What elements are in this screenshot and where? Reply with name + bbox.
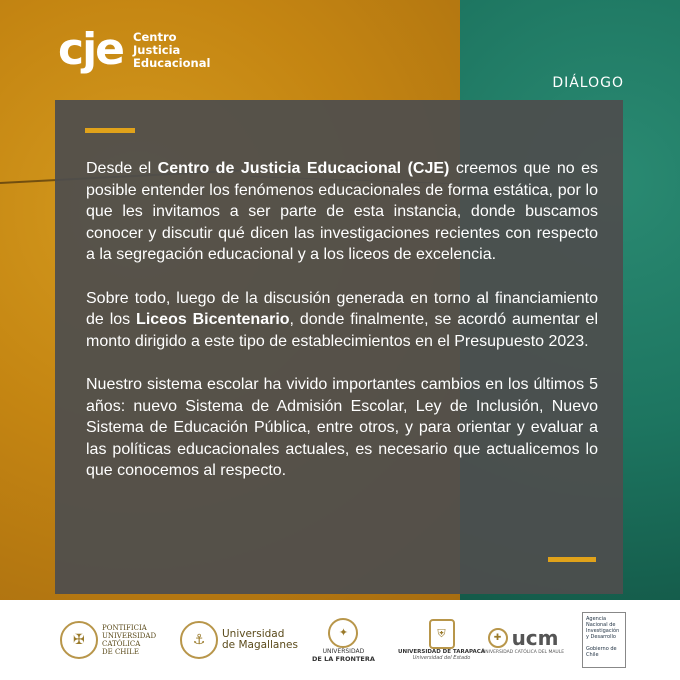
anid-line: Nacional de <box>586 622 616 628</box>
anid-line: Investigación <box>586 628 620 634</box>
uta-shield-icon: ⛨ <box>429 619 455 649</box>
logo-name-line: Centro <box>133 29 177 44</box>
puc-seal-icon: ✠ <box>60 621 98 659</box>
logo-name <box>133 31 210 70</box>
umag-line: Universidad <box>222 628 285 640</box>
accent-bar-bottom <box>548 557 596 562</box>
umag-logo <box>180 610 298 670</box>
puc-line: DE CHILE <box>102 648 139 656</box>
ufro-line: UNIVERSIDAD <box>322 647 365 655</box>
logo-name-line: Justicia <box>133 42 181 57</box>
section-tag: DIÁLOGO <box>552 75 624 91</box>
paragraph-3: Nuestro sistema escolar ha vivido importantes cambios en los últimos 5 años: nuevo Sistema de Admisión Escolar, Ley de Inclusión, Nuevo Sistema de Educación Pública, entre otros, y para orientar y evaluar a las políticas educacionales actuales, es necesario que actualicemos lo que conocemos al respecto. <box>86 376 598 479</box>
p2-highlight: Liceos Bicentenario <box>136 311 290 328</box>
umag-name <box>222 629 298 651</box>
text-panel <box>55 100 623 594</box>
anid-line: Gobierno de Chile <box>586 646 617 658</box>
ufro-logo <box>312 610 375 670</box>
ucm-mark <box>488 626 559 650</box>
puc-line: CATÓLICA <box>102 640 141 648</box>
uta-line: UNIVERSIDAD DE TARAPACÁ <box>398 649 486 655</box>
umag-seal-icon: ⚓ <box>180 621 218 659</box>
p2-rest: , donde finalmente, se acordó aumentar el monto dirigido a este tipo de establecimientos en el Presupuesto 2023. <box>86 311 598 350</box>
partner-logos <box>0 600 680 680</box>
cje-logo <box>58 24 211 75</box>
anid-logo <box>582 610 626 670</box>
body-text <box>86 158 598 504</box>
logo-name-line: Educacional <box>133 55 211 70</box>
accent-bar-top <box>85 128 135 133</box>
paragraph-1 <box>86 158 598 266</box>
umag-line: de Magallanes <box>222 639 298 651</box>
logo-mark: cje <box>58 24 124 75</box>
puc-name <box>102 624 156 656</box>
ucm-seal-icon: ✚ <box>488 628 508 648</box>
ucm-logo <box>482 610 564 670</box>
anid-line: y Desarrollo <box>586 634 616 640</box>
ufro-seal-icon: ✦ <box>328 618 358 648</box>
anid-line: Agencia <box>586 616 607 622</box>
ucm-subtitle: UNIVERSIDAD CATÓLICA DEL MAULE <box>482 649 565 655</box>
puc-line: UNIVERSIDAD <box>102 632 157 640</box>
puc-line: PONTIFICIA <box>102 624 147 632</box>
puc-logo <box>60 610 156 670</box>
anid-box <box>582 612 626 668</box>
ucm-wordmark: ucm <box>511 625 559 650</box>
uta-logo <box>398 610 485 670</box>
ufro-line: DE LA FRONTERA <box>312 654 375 663</box>
uta-line: Universidad del Estado <box>412 655 471 661</box>
p1-highlight: Centro de Justicia Educacional (CJE) <box>157 160 450 177</box>
paragraph-2 <box>86 288 598 353</box>
p2-prefix: Sobre todo, luego de la discusión generada en torno al financiamiento de los <box>86 289 598 328</box>
p1-prefix: Desde el <box>86 160 158 177</box>
p1-rest: creemos que no es posible entender los fenómenos educacionales de forma estática, por lo que les invitamos a ser parte de esta instancia, donde buscamos conocer y discutir qué dicen las investigaciones recientes con respecto a la segregación educacional y a los liceos de excelencia. <box>86 160 599 263</box>
